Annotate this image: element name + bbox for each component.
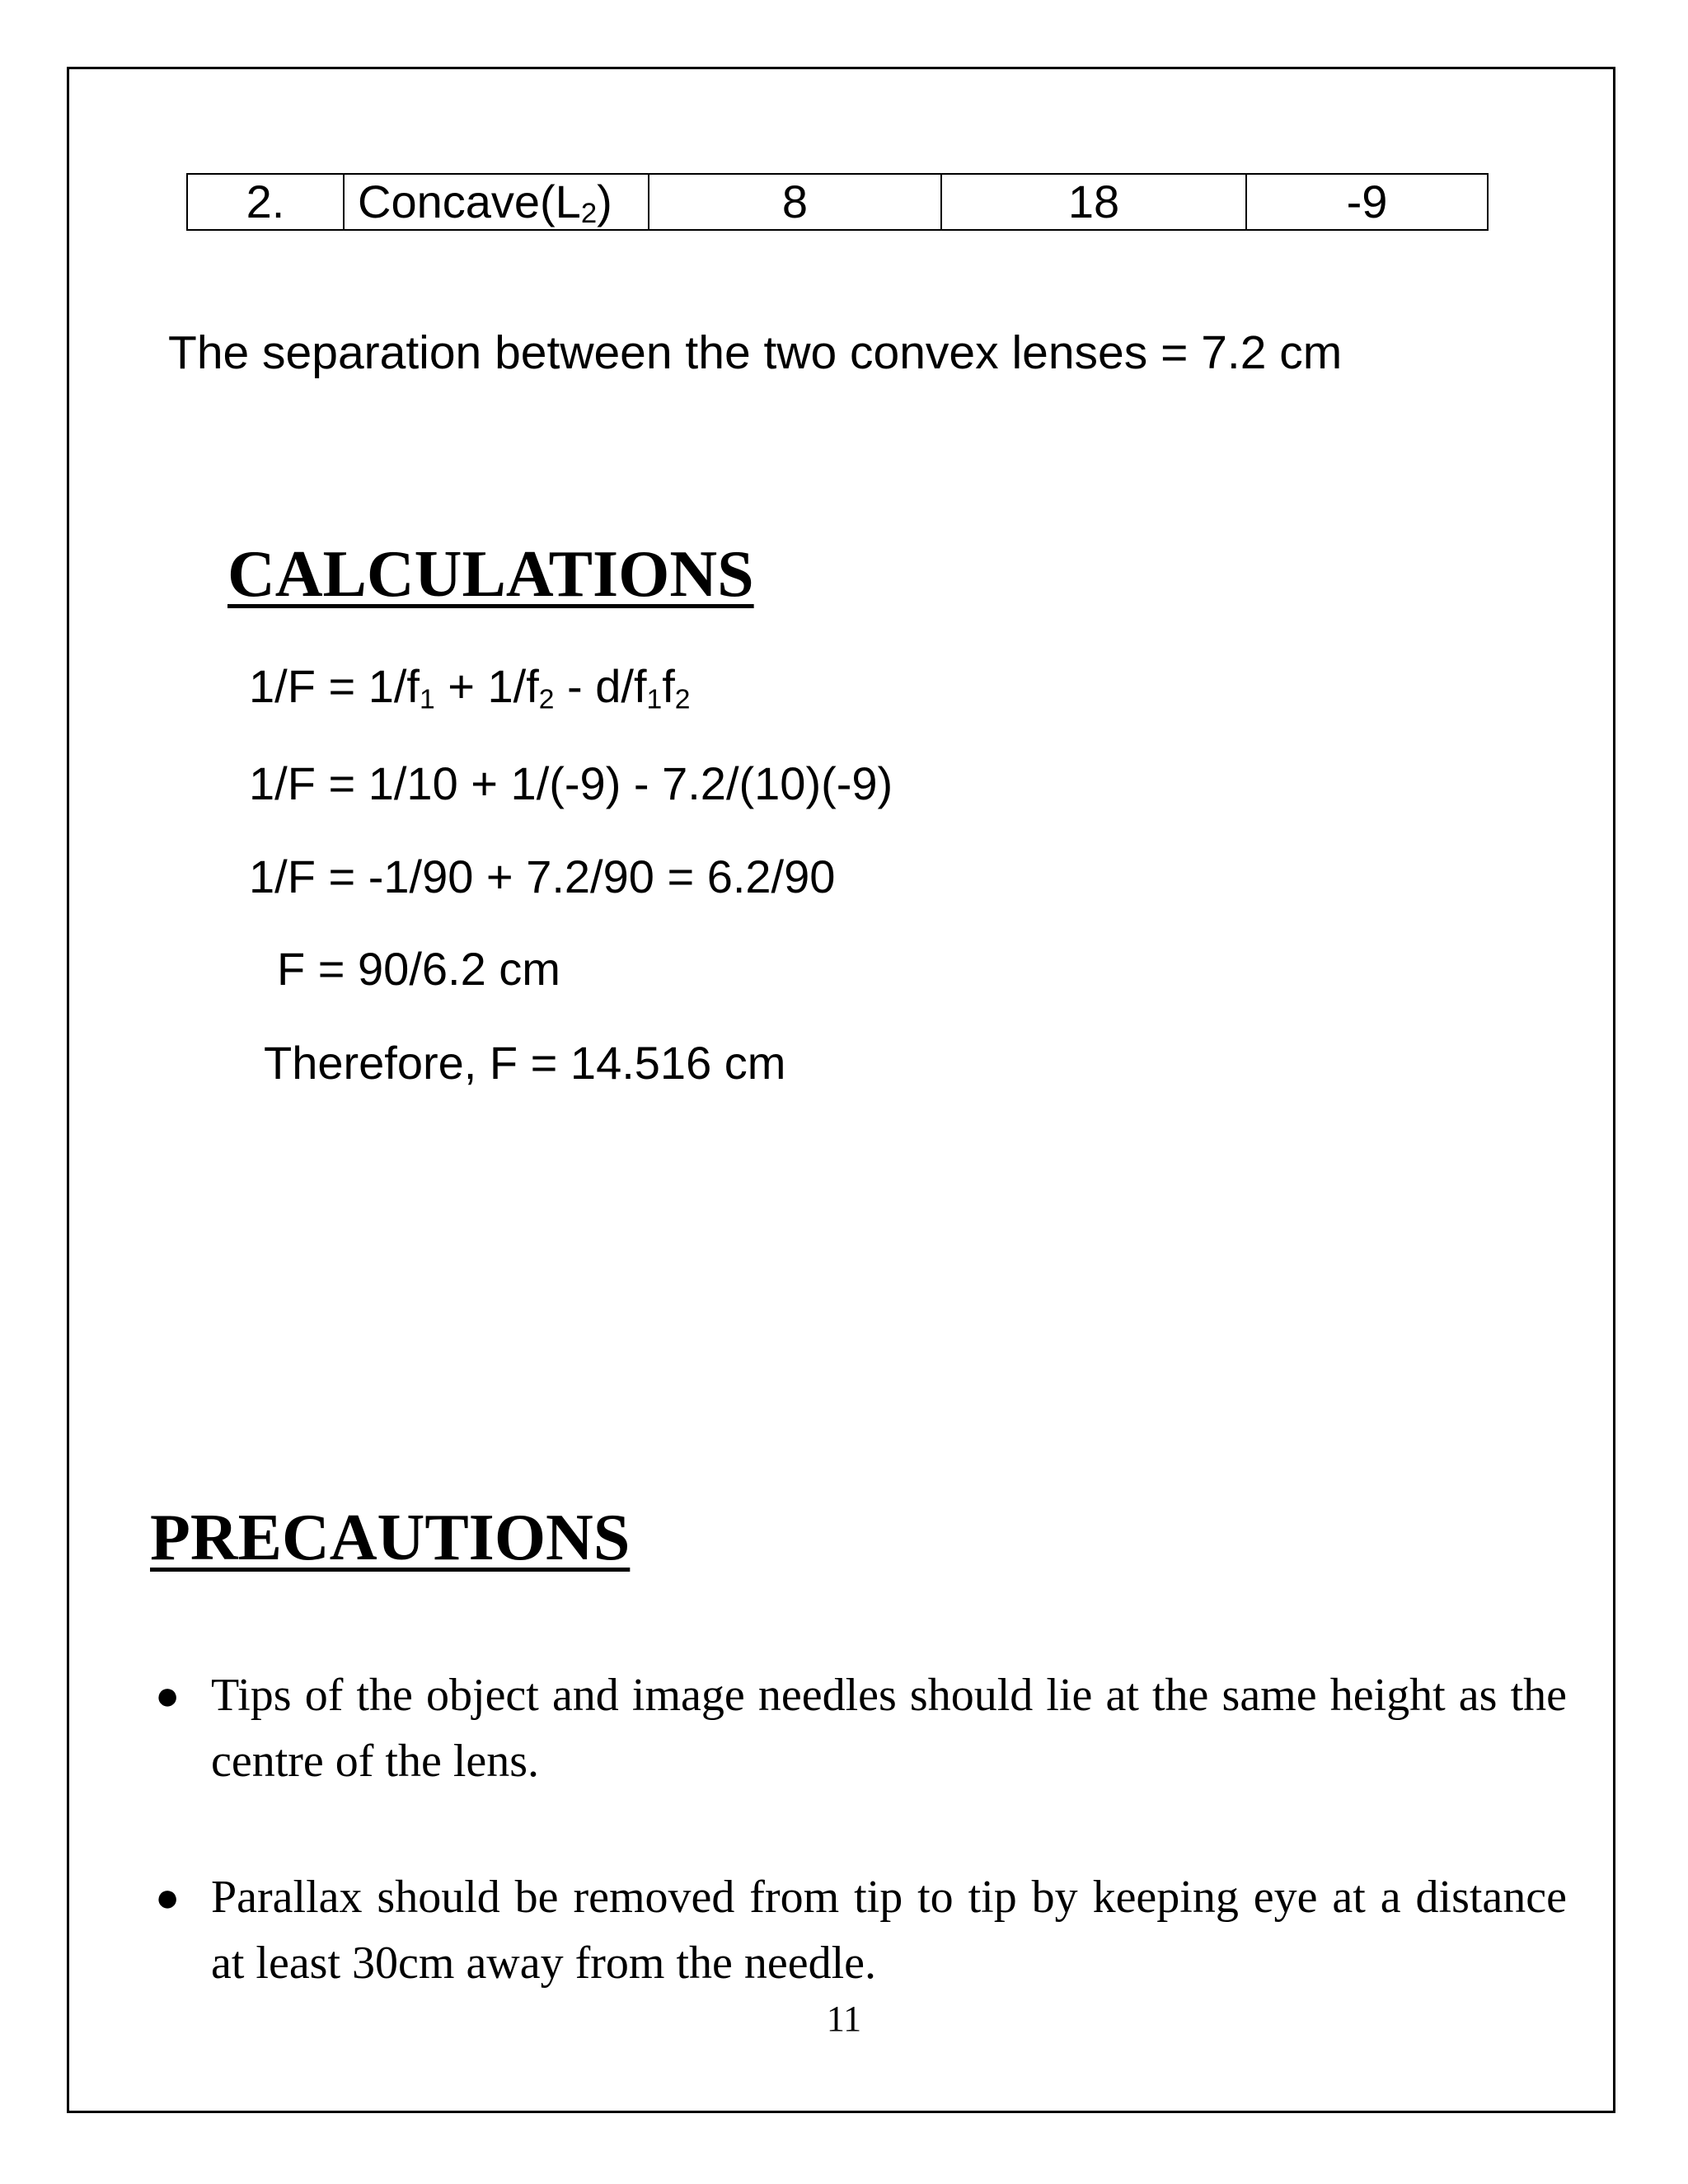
calc-line-simplified: 1/F = -1/90 + 7.2/90 = 6.2/90 [249,851,836,902]
serial-number-cell: 2. [187,174,344,230]
formula-sub-d: 2 [674,684,691,715]
calc-line-focal: F = 90/6.2 cm [277,943,560,995]
calc-line-result: Therefore, F = 14.516 cm [264,1037,786,1089]
calculations-heading: CALCULATIONS [227,538,754,611]
list-item [155,1662,1567,1794]
focal-length-cell: -9 [1246,174,1488,230]
precaution-text: Parallax should be removed from tip to tip by keeping eye at a distance at least 30cm away from the needle. [211,1872,1567,1989]
page-number: 11 [826,1999,862,2039]
formula-part-c: - d/f [554,660,647,712]
formula-sub-c: 1 [646,684,663,715]
table-row [187,174,1488,230]
formula-part-b: + 1/f [434,660,539,712]
separation-statement: The separation between the two convex lenses = 7.2 cm [168,326,1343,379]
formula-line [249,659,690,713]
precautions-heading: PRECAUTIONS [150,1502,631,1574]
list-item [155,1864,1567,1996]
lens-name: Concave(L [358,176,581,227]
bullet-icon: ● [155,1874,181,1920]
formula-part-a: 1/F = 1/f [249,660,420,712]
observation-table [186,173,1489,231]
value-cell-4: 18 [941,174,1246,230]
formula-sub-a: 1 [420,684,435,715]
formula-part-d: f [662,660,675,712]
lens-name-cell [344,174,649,230]
bullet-icon: ● [155,1672,181,1718]
calc-line-substitution: 1/F = 1/10 + 1/(-9) - 7.2/(10)(-9) [249,757,893,809]
value-cell-3: 8 [649,174,941,230]
precaution-text: Tips of the object and image needles should lie at the same height as the centre of the lens. [211,1670,1567,1787]
lens-subscript: 2 [580,198,598,230]
formula-sub-b: 2 [538,684,555,715]
lens-close-paren: ) [597,176,612,227]
